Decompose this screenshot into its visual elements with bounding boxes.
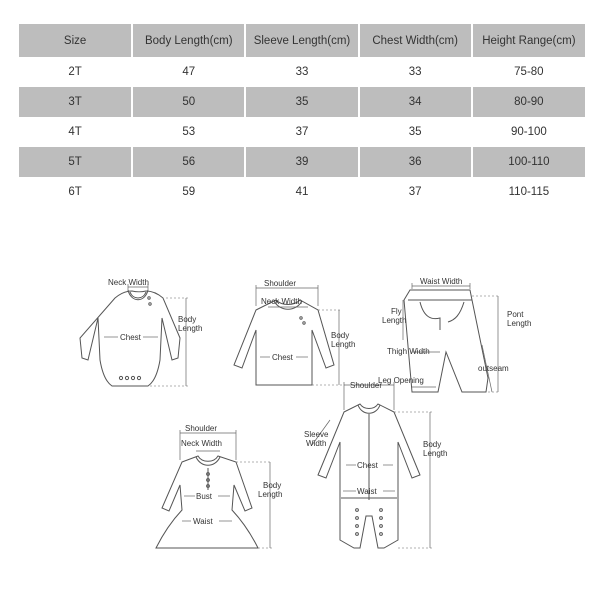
dress-diagram: [156, 424, 282, 548]
pants-fly-length-label-2: Length: [382, 316, 407, 325]
cell-height-range: 80-90: [472, 87, 585, 117]
pants-leg-opening-label: Leg Opening: [378, 376, 424, 385]
romper-waist-label: Waist: [357, 487, 377, 496]
bodysuit-body-length-label-2: Length: [178, 324, 203, 333]
pants-pant-length-label-2: Length: [507, 319, 532, 328]
dress-body-length-label-1: Body: [263, 481, 282, 490]
cell-size: 5T: [19, 147, 132, 177]
shirt-neck-width-label: Neck Width: [261, 297, 302, 306]
cell-sleeve-length: 33: [245, 57, 358, 87]
bodysuit-body-length-label-1: Body: [178, 315, 197, 324]
header-chest-width: Chest Width(cm): [359, 24, 472, 57]
dress-neck-width-label: Neck Width: [181, 439, 222, 448]
pants-waist-width-label: Waist Width: [420, 277, 463, 286]
header-sleeve-length: Sleeve Length(cm): [245, 24, 358, 57]
cell-sleeve-length: 39: [245, 147, 358, 177]
cell-sleeve-length: 35: [245, 87, 358, 117]
header-body-length: Body Length(cm): [132, 24, 245, 57]
cell-size: 2T: [19, 57, 132, 87]
cell-size: 3T: [19, 87, 132, 117]
shirt-diagram: [234, 279, 355, 385]
shirt-chest-label: Chest: [272, 353, 293, 362]
header-height-range: Height Range(cm): [472, 24, 585, 57]
cell-chest-width: 35: [359, 117, 472, 147]
cell-height-range: 90-100: [510, 126, 547, 138]
cell-sleeve-length: 41: [245, 177, 358, 207]
romper-shoulder-label: Shoulder: [350, 381, 383, 390]
pants-outseam-label: outseam: [478, 364, 509, 373]
bodysuit-neck-width-label: Neck Width: [108, 278, 149, 287]
bodysuit-diagram: [80, 278, 202, 386]
cell-sleeve-length: 37: [245, 117, 358, 147]
dress-waist-label: Waist: [193, 517, 213, 526]
cell-chest-width: 36: [359, 147, 472, 177]
romper-body-length-label-2: Length: [423, 449, 448, 458]
romper-sleeve-width-label-1: Sleeve: [304, 430, 329, 439]
dress-body-length-label-2: Length: [258, 490, 283, 499]
dress-bust-label: Bust: [196, 492, 213, 501]
bodysuit-chest-label: Chest: [120, 333, 141, 342]
cell-size: 6T: [19, 177, 132, 207]
shirt-body-length-label-1: Body: [331, 331, 350, 340]
romper-chest-label: Chest: [357, 461, 378, 470]
pants-pant-length-label-1: Pont: [507, 310, 524, 319]
cell-chest-width: 33: [359, 57, 472, 87]
cell-chest-width: 37: [359, 177, 472, 207]
header-size: Size: [19, 24, 132, 57]
cell-body-length: 56: [132, 147, 245, 177]
romper-sleeve-width-label-2: Width: [306, 439, 327, 448]
shirt-body-length-label-2: Length: [331, 340, 356, 349]
pants-fly-length-label-1: Fly: [391, 307, 402, 316]
cell-height-range: 75-80: [514, 66, 544, 78]
shirt-outline: [234, 300, 334, 385]
romper-diagram: [304, 381, 447, 548]
cell-height-range: 110-115: [508, 186, 550, 198]
pants-thigh-width-label: Thigh Width: [387, 347, 430, 356]
cell-body-length: 50: [132, 87, 245, 117]
cell-size: 4T: [19, 117, 132, 147]
cell-body-length: 47: [132, 57, 245, 87]
dress-shoulder-label: Shoulder: [185, 424, 218, 433]
cell-body-length: 53: [132, 117, 245, 147]
dress-outline: [156, 456, 258, 548]
cell-height-range: 100-110: [472, 147, 585, 177]
pants-diagram: [378, 277, 531, 392]
romper-body-length-label-1: Body: [423, 440, 442, 449]
cell-body-length: 59: [132, 177, 245, 207]
cell-chest-width: 34: [359, 87, 472, 117]
shirt-shoulder-label: Shoulder: [264, 279, 297, 288]
